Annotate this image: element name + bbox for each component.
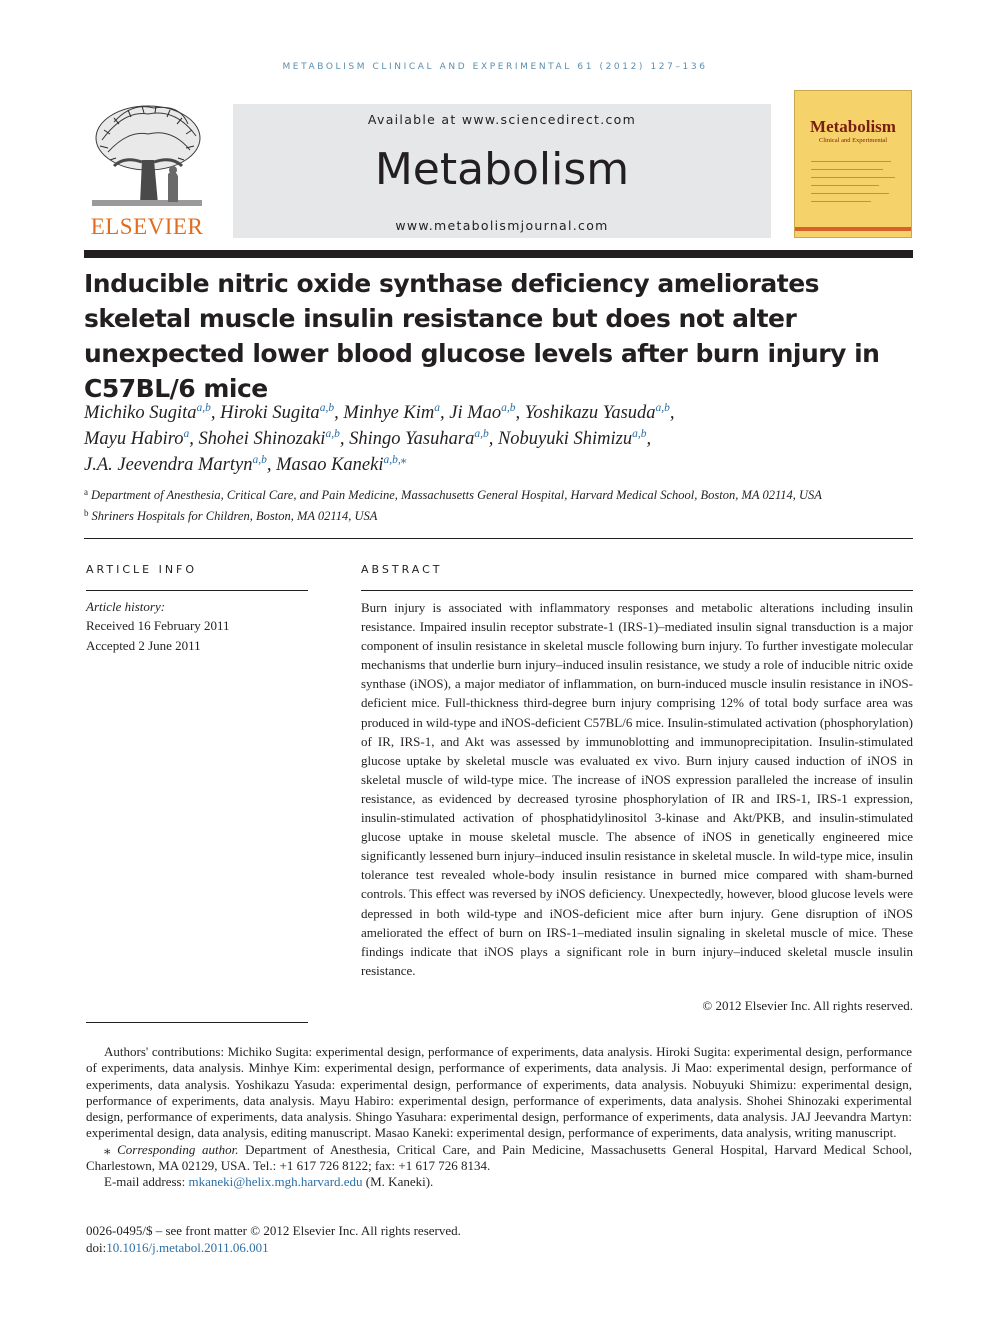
author-name: Shingo Yasuhara <box>349 429 475 449</box>
author-separator: , <box>339 429 350 449</box>
affiliation-text: Shriners Hospitals for Children, Boston, MA 02114, USA <box>91 509 378 523</box>
article-info-heading: ARTICLE INFO <box>86 563 198 576</box>
header-rule <box>84 250 913 258</box>
cover-bar <box>795 227 911 231</box>
email-suffix: (M. Kaneki). <box>362 1174 434 1190</box>
footnote-rule <box>86 1022 308 1023</box>
corresponding-label: Corresponding author. <box>117 1141 239 1157</box>
author-name: Yoshikazu Yasuda <box>524 403 656 423</box>
affiliation-text: Department of Anesthesia, Critical Care, and Pain Medicine, Massachusetts General Hospital, Harvard Medical School, Boston, MA 02114, USA <box>91 488 822 502</box>
author-affiliation-mark[interactable]: a,b <box>319 402 335 414</box>
journal-url: www.metabolismjournal.com <box>395 218 609 233</box>
author-separator: , <box>488 429 498 449</box>
cover-text-line <box>811 193 889 194</box>
author-affiliation-mark[interactable]: a <box>434 402 440 414</box>
author-affiliation-mark[interactable]: a,b <box>196 402 211 414</box>
cover-subtitle: Clinical and Experimental <box>818 137 888 144</box>
cover-text-line <box>811 201 871 202</box>
abstract-heading: ABSTRACT <box>361 563 443 576</box>
doi-line <box>86 1239 912 1256</box>
author-affiliation-mark[interactable]: a <box>183 428 190 440</box>
author-name: Nobuyuki Shimizu <box>497 429 633 449</box>
author-affiliation-mark[interactable]: a,b <box>655 402 670 414</box>
journal-reference: METABOLISM CLINICAL AND EXPERIMENTAL 61 (2012) 127–136 <box>282 62 708 72</box>
abstract-text: Burn injury is associated with inflammatory responses and metabolic alterations including insulin resistance. Impaired insulin receptor substrate-1 (IRS-1)–mediated insulin signal transduction is a major component of insulin resistance in skeletal muscle following burn injury. To further investigate molecular mechanisms that underlie burn injury–induced insulin resistance, we study a role of inducible nitric oxide synthase (iNOS), a major mediator of inflammation, on burn-induced muscle insulin resistance in iNOS-deficient mice. Full-thickness third-degree burn injury comprising 12% of total body surface area was produced in wild-type and iNOS-deficient C57BL/6 mice. Insulin-stimulated activation (phosphorylation) of IR, IRS-1, and Akt was assessed by immunoblotting and immunoprecipitation. Insulin-stimulated glucose uptake by skeletal muscle was evaluated ex vivo. Burn injury caused induction of iNOS in skeletal muscle of wild-type mice. The increase of iNOS expression paralleled the increase of insulin resistance, as evidenced by decreased tyrosine phosphorylation of IR and IRS-1, IRS-1 expression, insulin-stimulated activation of phosphatidylinositol 3-kinase and Akt/PKB, and insulin-stimulated glucose uptake in mouse skeletal muscle. The absence of iNOS in genetically engineered mice significantly lessened burn injury–induced insulin resistance in skeletal muscle. In wild-type mice, insulin tolerance test revealed whole-body insulin resistance in burned mice compared with sham-burned controls. This effect was reversed by iNOS deficiency. Unexpectedly, however, blood glucose levels were depressed in both wild-type and iNOS-deficient mice after burn injury. Gene disruption of iNOS ameliorated the effect of burn on IRS-1–mediated insulin signaling in skeletal muscle of mice. These findings indicate that iNOS plays a significant role in burn injury–induced skeletal muscle insulin resistance. <box>361 600 913 978</box>
issn-doi-block <box>86 1222 912 1256</box>
author-affiliation-mark[interactable]: a,b,⁎ <box>383 454 407 466</box>
cover-text-line <box>811 169 883 170</box>
email-label: E-mail address: <box>104 1174 186 1190</box>
corresponding-author-note <box>86 1142 912 1175</box>
author-separator: , <box>334 403 344 423</box>
email-note <box>86 1174 912 1190</box>
issn-line: 0026-0495/$ – see front matter © 2012 Elsevier Inc. All rights reserved. <box>86 1223 461 1238</box>
journal-name: Metabolism <box>374 144 630 195</box>
elsevier-logo <box>84 100 210 240</box>
author-name: Michiko Sugita <box>84 403 197 423</box>
received-date: Received 16 February 2011 <box>86 618 230 633</box>
affiliation-divider <box>84 538 913 539</box>
cover-text-line <box>811 185 879 186</box>
cover-title: Metabolism <box>810 117 896 136</box>
affiliation-b <box>84 507 914 525</box>
cover-text-line <box>811 161 891 162</box>
affiliation-a <box>84 486 914 504</box>
accepted-date: Accepted 2 June 2011 <box>86 638 201 653</box>
available-at-text: Available at www.sciencedirect.com <box>367 112 637 127</box>
author-name: Masao Kaneki <box>276 455 384 475</box>
footnotes <box>86 1044 912 1191</box>
journal-banner <box>233 104 771 238</box>
author-list <box>84 400 914 478</box>
elsevier-wordmark: ELSEVIER <box>90 214 204 239</box>
elsevier-tree-icon <box>84 100 210 212</box>
corresponding-text: Department of Anesthesia, Critical Care, and Pain Medicine, Massachusetts General Hospital, Harvard Medical School, Charlestown, MA 02129, USA. Tel.: +1 617 726 8122; fax: +1 617 726 8134. <box>86 1141 913 1174</box>
author-affiliation-mark[interactable]: a,b <box>632 428 647 440</box>
author-name: Mayu Habiro <box>84 429 184 449</box>
author-affiliation-mark[interactable]: a,b <box>325 428 340 440</box>
affiliation-mark: b <box>84 508 89 518</box>
author-name: Shohei Shinozaki <box>198 429 326 449</box>
abstract-copyright: © 2012 Elsevier Inc. All rights reserved. <box>702 998 913 1013</box>
article-history-label: Article history: <box>86 599 166 614</box>
author-separator: , <box>440 403 450 423</box>
article-title: Inducible nitric oxide synthase deficiency ameliorates skeletal muscle insulin resistance but does not alter unexpected lower blood glucose levels after burn injury in C57BL/6 mice <box>84 269 880 403</box>
email-link[interactable]: mkaneki@helix.mgh.harvard.edu <box>188 1174 363 1190</box>
journal-cover-thumbnail <box>794 90 912 238</box>
affiliation-mark: a <box>84 487 88 497</box>
cover-text-line <box>811 177 895 178</box>
corresponding-mark: ⁎ <box>104 1141 111 1157</box>
author-name: J.A. Jeevendra Martyn <box>84 455 253 475</box>
doi-link[interactable]: 10.1016/j.metabol.2011.06.001 <box>106 1240 269 1255</box>
author-separator: , <box>210 403 221 423</box>
author-affiliation-mark[interactable]: a,b <box>252 454 267 466</box>
author-name: Minhye Kim <box>343 403 435 423</box>
author-affiliation-mark[interactable]: a,b <box>501 402 516 414</box>
author-separator: , <box>266 455 277 475</box>
abstract-rule <box>361 590 913 591</box>
doi-label: doi: <box>86 1240 107 1255</box>
author-affiliation-mark[interactable]: a,b <box>474 428 489 440</box>
author-contributions-note: Authors' contributions: Michiko Sugita: experimental design, performance of experiments, data analysis. Hiroki Sugita: experimental design, performance of experiments, data analysis. Minhye Kim: experimental design, performance of experiments, data analysis. Ji Mao: experimental design, performance of experiments, data analysis. Yoshikazu Yasuda: experimental design, performance of experiments, data analysis. Nobuyuki Shimizu: experimental design, performance of experiments, data analysis. Mayu Habiro: experimental design, performance of experiments, data analysis. Shohei Shinozaki experimental design, performance of experiments, data analysis. Shingo Yasuhara: experimental design, performance of experiments, data analysis. JAJ Jeevandra Martyn: experimental design, data analysis, editing manuscript. Masao Kaneki: experimental design, performance of experiments, data analysis, writing manuscript. <box>86 1044 912 1141</box>
author-name: Hiroki Sugita <box>220 403 320 423</box>
author-name: Ji Mao <box>449 403 502 423</box>
article-info-rule <box>86 590 308 591</box>
author-separator: , <box>646 429 652 449</box>
author-separator: , <box>515 403 525 423</box>
author-separator: , <box>669 403 675 423</box>
author-separator: , <box>189 429 199 449</box>
